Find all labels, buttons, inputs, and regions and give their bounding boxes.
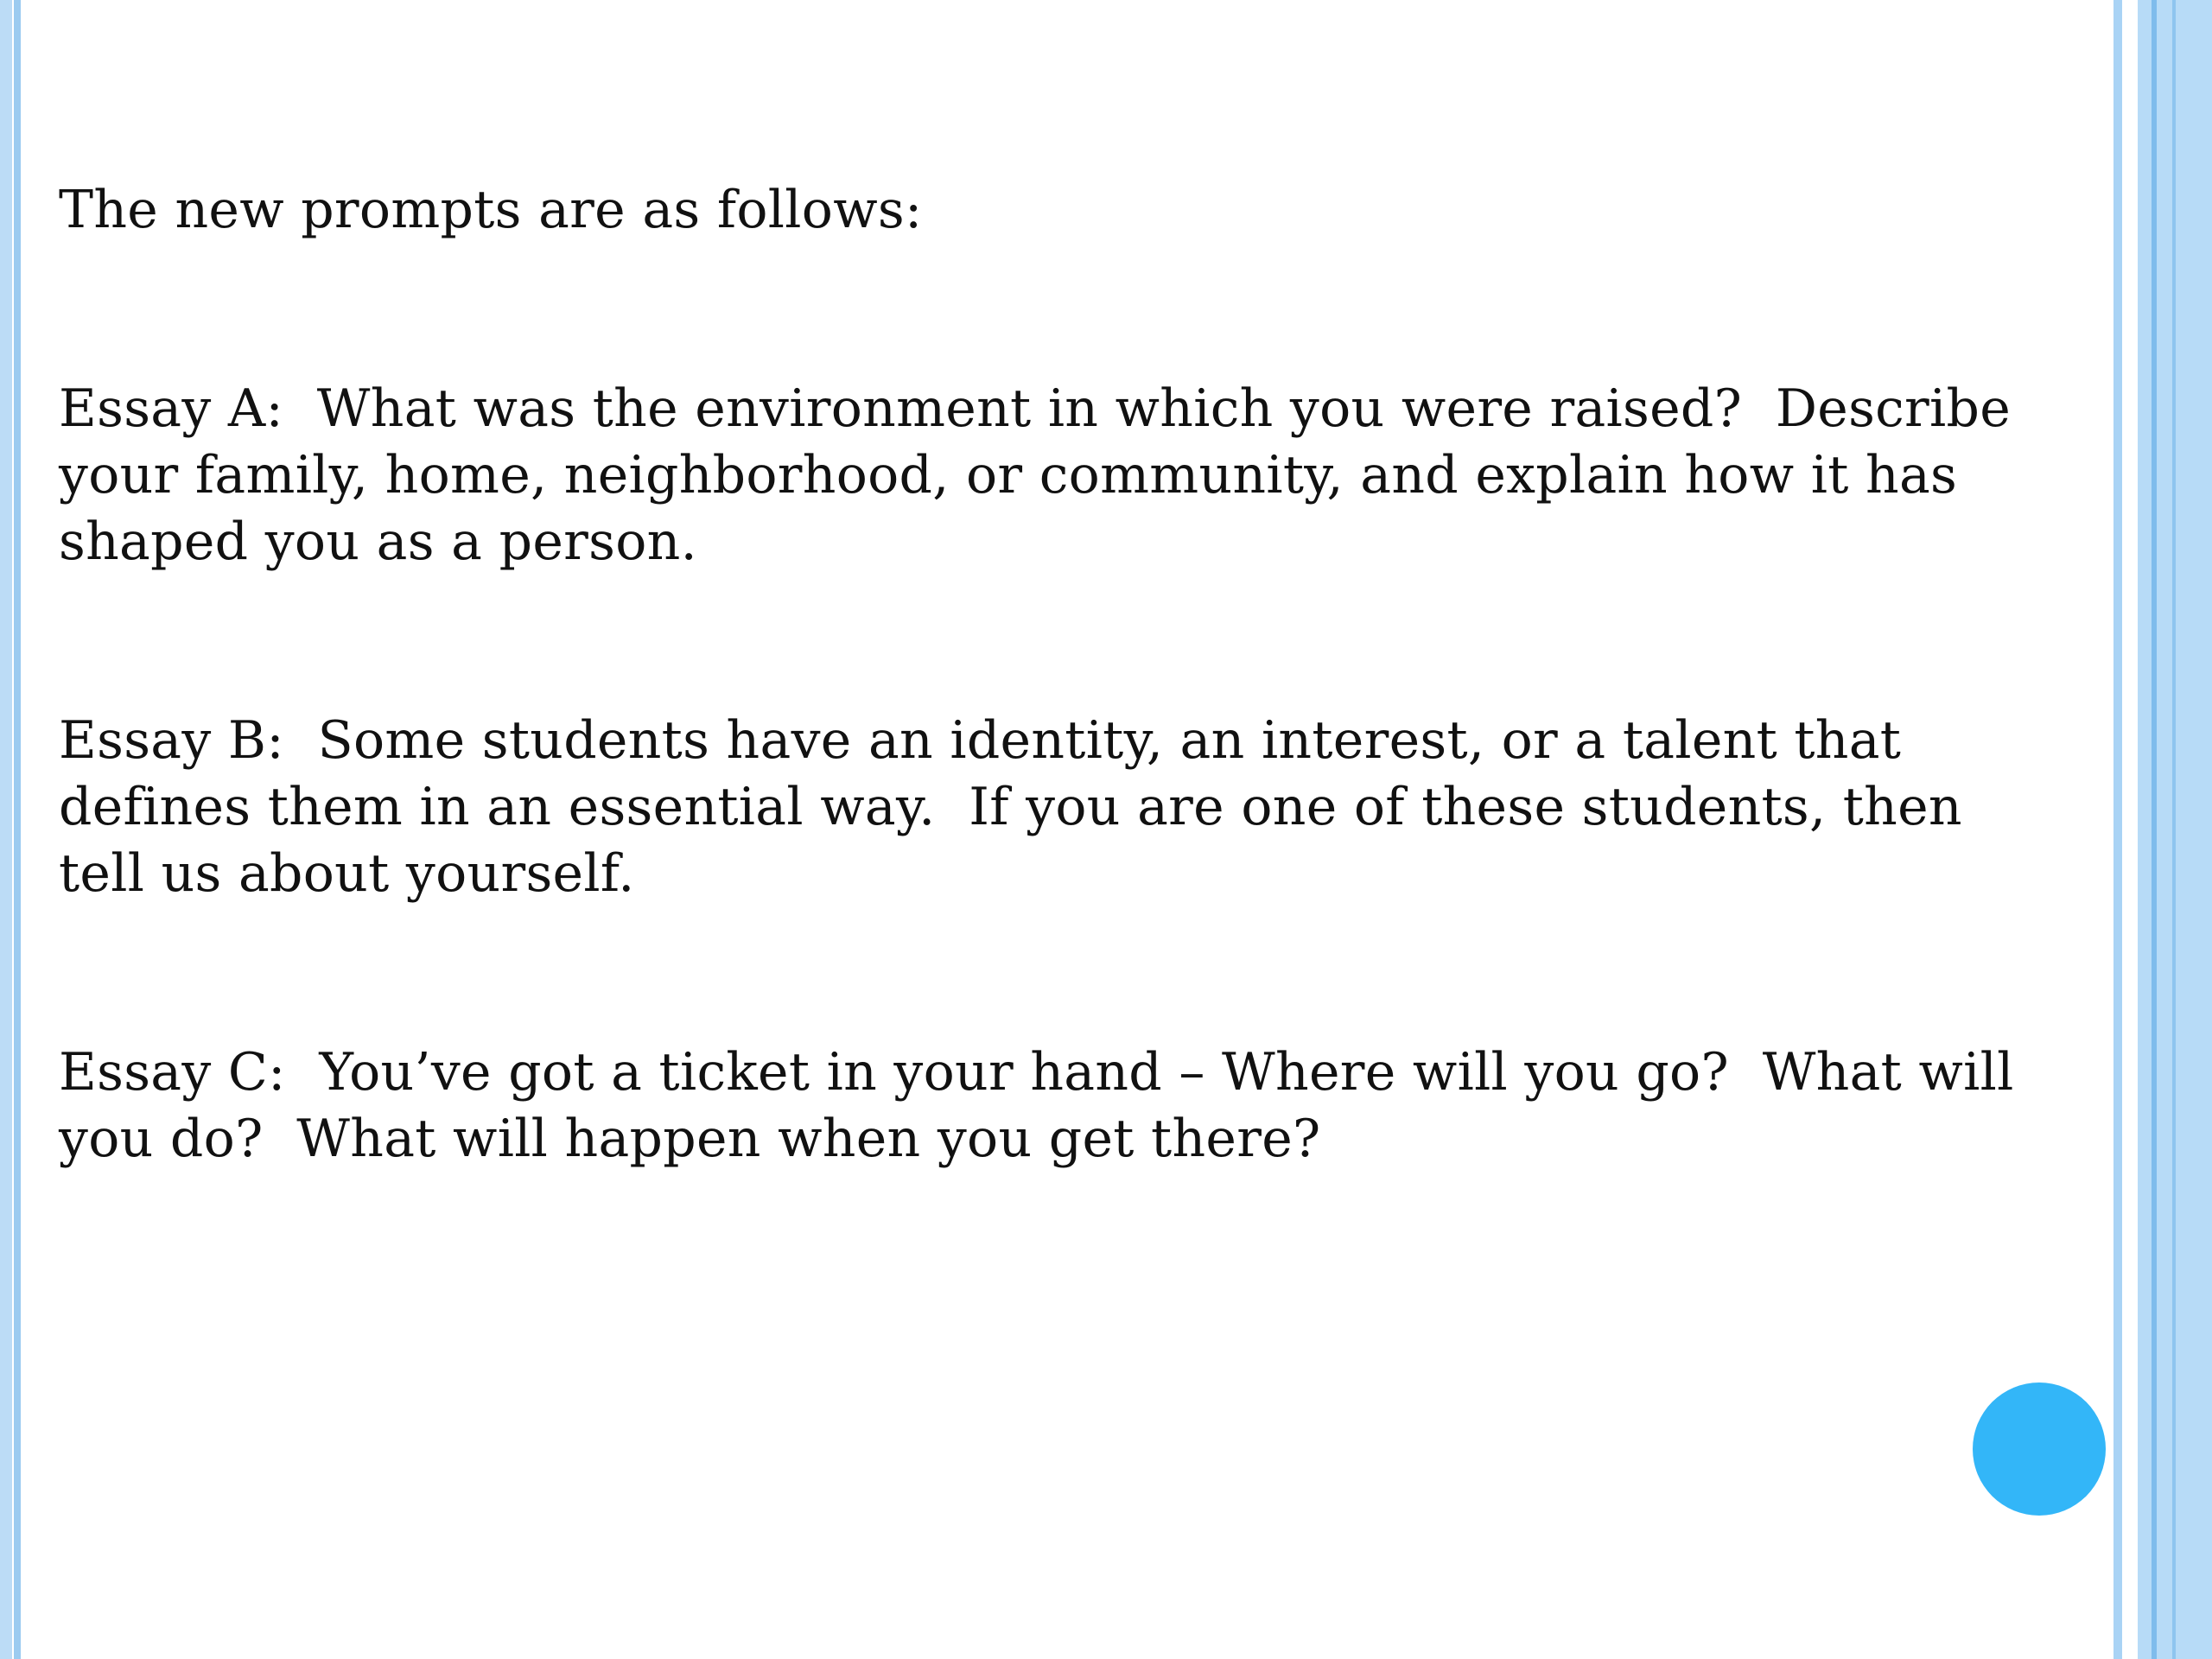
essay-c-prompt: Essay C: You’ve got a ticket in your hand – Where will you go? What will you do? What will happen when you get there? <box>59 1042 2031 1169</box>
circle-icon[interactable] <box>1973 1382 2106 1516</box>
slide-body <box>59 177 2046 1173</box>
left-border-stripe <box>0 0 12 1659</box>
right-border-line <box>2152 0 2157 1659</box>
left-border-stripe-inner <box>14 0 21 1659</box>
intro-text: The new prompts are as follows: <box>59 180 923 240</box>
essay-b-prompt: Essay B: Some students have an identity, an interest, or a talent that defines them in an essential way. If you are one of these students, then tell us about yourself. <box>59 710 1980 904</box>
right-border-stripe <box>2113 0 2122 1659</box>
essay-a-prompt: Essay A: What was the environment in which you were raised? Describe your family, home, neighborhood, or community, and explain how it has shaped you as a person. <box>59 378 2028 572</box>
right-border-line-thin <box>2172 0 2176 1659</box>
